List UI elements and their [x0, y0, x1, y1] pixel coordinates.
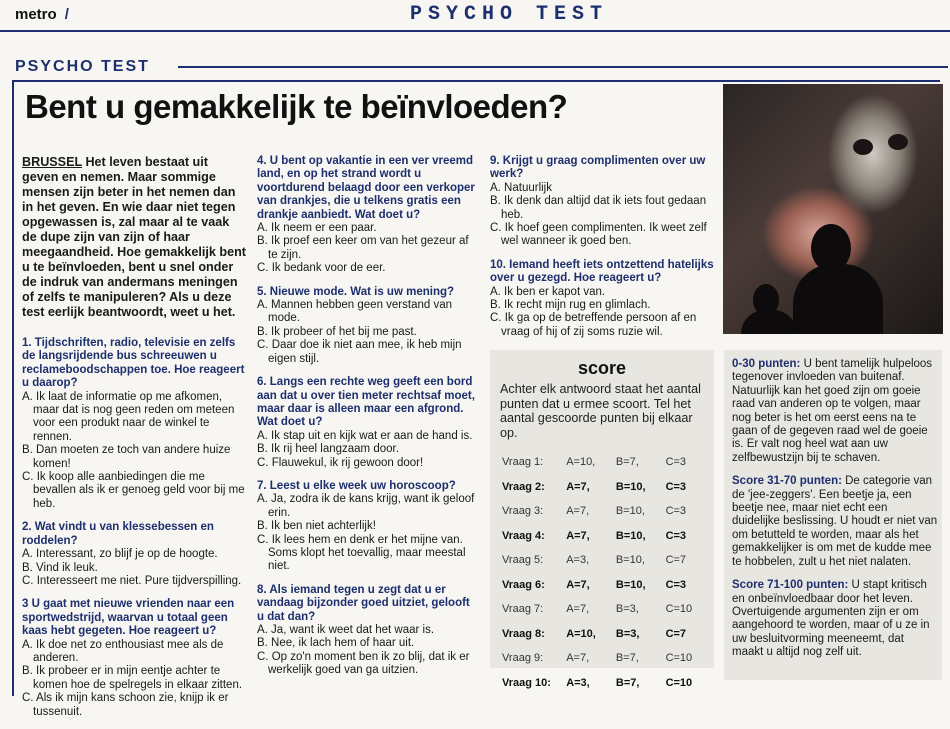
question-text: 4. U bent op vakantie in een ver vreemd land, en op het strand wordt u voortdurend belaagd door een verkoper van drankjes, die u telkens gratis een drankje aanbiedt. Wat doet u? — [257, 155, 475, 221]
question-block — [22, 598, 250, 719]
result-heading: Score 71-100 punten: — [732, 579, 849, 592]
masthead — [0, 0, 950, 32]
question-block — [257, 584, 479, 678]
score-c: C=10 — [665, 603, 693, 616]
score-b: B=10, — [615, 578, 646, 591]
score-c: C=3 — [665, 505, 687, 518]
question-block — [22, 521, 250, 588]
question-text: 8. Als iemand tegen u zegt dat u er vandaag bijzonder goed uitziet, gelooft u dat dan? — [257, 583, 470, 623]
question-text: 6. Langs een rechte weg geeft een bord aan dat u over tien meter rechtsaf moet, maar daar is alleen maar een afgrond. Wat doet u? — [257, 376, 475, 429]
intro-text: Het leven bestaat uit geven en nemen. Maar sommige mensen zijn beter in het nemen dan in het geven. En wie daar niet tegen opgewassen is, zal maar al te vaak de dupe zijn van zijn of haar meegaandheid. Hoe gemakkelijk bent u te beïnvloeden, bent u snel onder de indruk van andermans meningen of zelfs te manipuleren? Als u deze test eerlijk beantwoordt, weet u het. — [22, 155, 246, 319]
score-row — [502, 524, 707, 549]
answer-option: B. Ik ben niet achterlijk! — [257, 520, 376, 533]
score-a: A=7, — [566, 480, 590, 493]
section-divider — [178, 66, 948, 68]
score-row — [502, 622, 707, 647]
score-table — [502, 450, 707, 695]
answer-option: A. Ik laat de informatie op me afkomen, maar dat is nog geen reden om meteen voor een produkt naar de winkel te rennen. — [22, 390, 235, 443]
question-block — [257, 376, 479, 470]
score-row-label: Vraag 9: — [502, 652, 544, 665]
answer-option: A. Ja, want ik weet dat het waar is. — [257, 624, 435, 636]
score-c: C=3 — [665, 456, 687, 469]
silhouette-small-body — [741, 310, 797, 334]
answer-option: A. Ik stap uit en kijk wat er aan de hand is. — [257, 429, 473, 442]
score-row-label: Vraag 5: — [502, 554, 544, 567]
score-box — [490, 350, 714, 689]
score-row-label: Vraag 10: — [502, 676, 551, 689]
score-a: A=7, — [566, 603, 590, 616]
score-a: A=3, — [566, 676, 590, 689]
answer-option: C. Ik hoef geen complimenten. Ik weet zelf wel wanneer ik goed ben. — [490, 222, 707, 248]
score-row — [502, 646, 707, 671]
results-box — [724, 350, 942, 680]
article-headline: Bent u gemakkelijk te beïnvloeden? — [25, 88, 568, 125]
score-c: C=10 — [665, 652, 693, 665]
score-b: B=3, — [615, 627, 640, 640]
question-text: 2. Wat vindt u van klessebessen en roddelen? — [22, 521, 214, 547]
dateline: BRUSSEL — [22, 155, 82, 169]
question-block — [490, 259, 720, 339]
score-intro: Achter elk antwoord staat het aantal punten dat u ermee scoort. Tel het aantal gescoorde punten bij elkaar op. — [500, 382, 701, 440]
brand-name: metro — [15, 6, 57, 23]
skull-left-eye — [853, 139, 873, 155]
result-text: De categorie van de 'jee-zeggers'. Een beetje ja, een beetje nee, maar niet echt een duidelijke beslissing. U houdt er niet van om betutteld te worden, maar als het gemakkelijker is om met de kudde mee te hobbelen, zult u het niet nalaten. — [732, 475, 938, 568]
answer-option: B. Ik denk dan altijd dat ik iets fout gedaan heb. — [490, 195, 707, 221]
answer-option: C. Op zo'n moment ben ik zo blij, dat ik er werkelijk goed van ga uitzien. — [257, 650, 470, 677]
score-b: B=7, — [615, 652, 639, 665]
question-block — [490, 155, 720, 249]
score-b: B=10, — [615, 529, 646, 542]
question-block — [22, 337, 250, 511]
answer-option: C. Ik koop alle aanbiedingen die me bevallen als ik er genoeg geld voor bij me heb. — [22, 471, 245, 510]
answer-option: B. Ik proef een keer om van het gezeur af te zijn. — [257, 235, 469, 261]
answer-option: A. Ik ben er kapot van. — [490, 285, 606, 298]
brand-slash: / — [64, 6, 69, 23]
score-c: C=3 — [665, 480, 687, 493]
result-heading: 0-30 punten: — [732, 358, 801, 370]
score-b: B=7, — [615, 456, 639, 469]
answer-option: B. Vind ik leuk. — [22, 561, 98, 574]
question-text: 9. Krijgt u graag complimenten over uw werk? — [490, 155, 706, 181]
score-row-label: Vraag 2: — [502, 480, 545, 493]
score-b: B=10, — [615, 554, 645, 567]
questions-column-2 — [257, 155, 479, 688]
intro-paragraph — [22, 155, 247, 320]
question-text: 3 U gaat met nieuwe vrienden naar een sportwedstrijd, waarvan u totaal geen kaas hebt gegeten. Hoe reageert u? — [22, 598, 235, 638]
score-c: C=10 — [665, 676, 693, 689]
question-block — [257, 480, 479, 574]
score-row — [502, 548, 707, 573]
questions-column-3 — [490, 155, 720, 349]
score-row-label: Vraag 4: — [502, 529, 545, 542]
score-row-label: Vraag 7: — [502, 603, 544, 616]
score-a: A=10, — [566, 627, 596, 640]
answer-option: B. Ik recht mijn rug en glimlach. — [490, 299, 651, 312]
score-row-label: Vraag 1: — [502, 456, 544, 469]
score-c: C=3 — [665, 578, 687, 591]
answer-option: C. Flauwekul, ik rij gewoon door! — [257, 456, 424, 469]
answer-option: C. Als ik mijn kans schoon zie, knijp ik er tussenuit. — [22, 692, 229, 718]
question-text: 5. Nieuwe mode. Wat is uw mening? — [257, 285, 455, 298]
answer-option: A. Ik neem er een paar. — [257, 222, 377, 235]
answer-option: A. Ja, zodra ik de kans krijg, want ik geloof erin. — [257, 493, 475, 519]
result-heading: Score 31-70 punten: — [732, 475, 842, 488]
answer-option: C. Daar doe ik niet aan mee, ik heb mijn eigen stijl. — [257, 339, 462, 365]
score-row — [502, 597, 707, 622]
brand-logo — [15, 6, 69, 23]
result-paragraph — [732, 358, 938, 465]
masthead-title: PSYCHO TEST — [410, 3, 609, 26]
score-a: A=10, — [566, 456, 596, 469]
answer-option: A. Ik doe net zo enthousiast mee als de anderen. — [22, 638, 224, 664]
score-row — [502, 475, 707, 500]
skull-right-eye — [888, 134, 908, 150]
answer-option: C. Interesseert me niet. Pure tijdverspilling. — [22, 574, 242, 587]
score-b: B=7, — [615, 676, 640, 689]
question-block — [257, 155, 479, 276]
question-text: 10. Iemand heeft iets ontzettend hatelijks over u gezegd. Hoe reageert u? — [490, 258, 714, 285]
result-paragraph — [732, 579, 938, 659]
score-c: C=7 — [665, 627, 687, 640]
score-b: B=10, — [615, 480, 646, 493]
score-b: B=3, — [615, 603, 639, 616]
score-a: A=7, — [566, 505, 590, 518]
score-row-label: Vraag 6: — [502, 578, 545, 591]
answer-option: B. Dan moeten ze toch van andere huize komen! — [22, 444, 231, 470]
answer-option: A. Natuurlijk — [490, 181, 552, 194]
silhouette-body — [793, 264, 883, 334]
score-a: A=7, — [566, 578, 590, 591]
result-text: U bent tamelijk hulpeloos tegenover invloeden van buitenaf. Natuurlijk kan het goed zijn om goeie raad van anderen op te volgen, maar nog beter is het om eerst eens na te gaan of de gegeven raad wel de goeie is. Er valt nog heel wat aan uw zelfbewustzijn bij te schaven. — [732, 358, 933, 464]
question-block — [257, 286, 479, 366]
question-text: 7. Leest u elke week uw horoscoop? — [257, 479, 456, 492]
score-c: C=7 — [665, 554, 687, 567]
score-a: A=7, — [566, 529, 590, 542]
answer-option: A. Mannen hebben geen verstand van mode. — [257, 299, 453, 325]
answer-option: C. Ik lees hem en denk er het mijne van. Soms klopt het toevallig, maar meestal niet. — [257, 533, 466, 573]
score-row — [502, 499, 707, 524]
score-a: A=3, — [566, 554, 590, 567]
score-title: score — [577, 358, 627, 378]
score-row-label: Vraag 3: — [502, 505, 544, 518]
answer-option: C. Ik ga op de betreffende persoon af en vraag of hij of zij soms ruzie wil. — [490, 312, 697, 338]
answer-option: C. Ik bedank voor de eer. — [257, 262, 386, 275]
score-b: B=10, — [615, 505, 645, 518]
score-row — [502, 450, 707, 475]
answer-option: B. Ik probeer er in mijn eentje achter te komen hoe de spelregels in elkaar zitten. — [22, 665, 243, 691]
results-list — [732, 358, 938, 670]
score-a: A=7, — [566, 652, 590, 665]
question-text: 1. Tijdschriften, radio, televisie en zelfs de langsrijdende bus schreeuwen u reclameboodschappen toe. Hoe reageert u daarop? — [22, 337, 245, 390]
result-text: U stapt kritisch en onbeïnvloedbaar door het leven. Overtuigende argumenten zijn er om aangehoord te worden, maar of u ze in uw besluitvorming meeneemt, dat maakt u altijd nog zelf uit. — [732, 579, 930, 659]
result-paragraph — [732, 475, 938, 569]
score-row-label: Vraag 8: — [502, 627, 545, 640]
answer-option: B. Ik probeer of het bij me past. — [257, 325, 417, 338]
score-row — [502, 671, 707, 696]
score-row — [502, 573, 707, 598]
answer-option: B. Ik rij heel langzaam door. — [257, 443, 399, 456]
questions-column-1 — [22, 337, 250, 729]
score-c: C=3 — [665, 529, 687, 542]
section-label: PSYCHO TEST — [15, 58, 150, 75]
answer-option: A. Interessant, zo blijf je op de hoogte. — [22, 548, 218, 561]
answer-option: B. Nee, ik lach hem of haar uit. — [257, 637, 415, 650]
article-photo — [723, 84, 943, 334]
